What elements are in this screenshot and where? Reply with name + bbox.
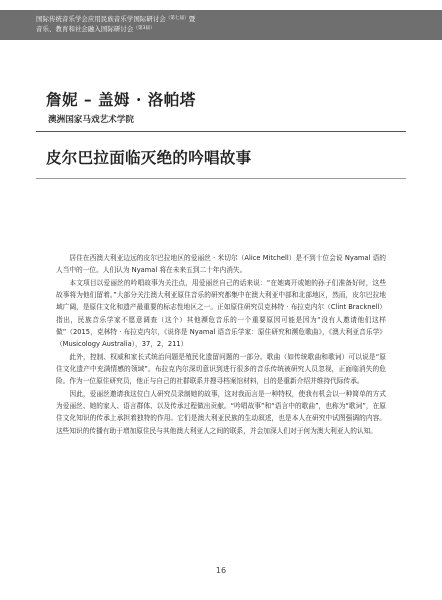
title-rule-bottom bbox=[36, 178, 406, 179]
author-affiliation: 澳洲国家马戏艺术学院 bbox=[48, 115, 134, 125]
conference-title-line1 bbox=[36, 14, 195, 24]
paragraph: 本文项目以爱丽丝的吟唱故事为关注点，用爱丽丝自己的话来说：“在她离开或她的孙子们准备好时，这些故事将为他们留着。”大部分关注澳大利亚原住音乐的研究都集中在澳大利亚中部和北部地区，然而，皮尔巴拉地域广阔，是原住文化和遗产最重要的标志性地区之一。正如原住研究员克林特 · 布拉克内尔（Clint Bracknell）指出，民族音乐学家不愿意调查（这个）其他濒危音乐的一个重要原因可能是因为“没有人邀请他们这样做”（2015，克林特 · 布拉克内尔，《说你是 Nyamal 语音乐学家：原住研究和濒危歌曲》，《澳大利亚音乐学》（Musicology Australia），37，2，211） bbox=[56, 278, 386, 349]
conference-name-1: 国际传统音乐学会应用民族音乐学国际研讨会 bbox=[36, 15, 166, 23]
conference-edition-2: （第3届） bbox=[133, 26, 155, 31]
page-number: 16 bbox=[215, 566, 227, 575]
conference-join-word: 暨 bbox=[188, 15, 196, 23]
paragraph: 此外，控制、权威和家长式统治问题是殖民化遗留问题的一部分。歌曲（如传统歌曲和歌词）可以说是“原住文化遗产中充满情感的领域”。布拉克内尔深切意识到进行很多的音乐传统被研究人员忽视，正面临消失的危险。作为一位原住研究员，他正与自己的社群联系并搜寻档案馆材料，目的是重新介绍并维持代际传承。 bbox=[56, 352, 386, 386]
author-name: 詹妮 – 盖姆 · 洛帕塔 bbox=[46, 90, 196, 109]
paragraph: 居住在西澳大利亚边远的皮尔巴拉地区的爱丽丝 · 米切尔（Alice Mitchell）是不到十位会说 Nyamal 语的人当中的一位。人们认为 Nyamal 将在未来五到二十年内消失。 bbox=[56, 254, 386, 275]
paragraph: 因此，爱丽丝邀请我这位白人研究员录制她的故事，这对我而言是一种特权，使我有机会以一种简单的方式为爱丽丝、她的家人、语言群体、以及传承过程做出贡献。“吟唱故事”和“语言中的歌曲”，也称为“歌词”，在原住文化知识的传承上承担着独特的作用。它们是澳大利亚民族的生动叙述，也是本人在研究中试图强调的内容。这些知识的传播有助于增加原住民与其他澳大利亚人之间的联系，并会加深人们对于何为澳大利亚人的认知。 bbox=[56, 389, 386, 435]
title-rule-top bbox=[36, 131, 406, 132]
conference-edition-1: （第七届） bbox=[165, 16, 189, 21]
article-body bbox=[56, 252, 386, 437]
paper-title: 皮尔巴拉面临灭绝的吟唱故事 bbox=[46, 148, 252, 167]
conference-title-line2 bbox=[36, 24, 155, 34]
conference-name-2: 音乐、教育和社会融入国际研讨会 bbox=[36, 25, 134, 33]
